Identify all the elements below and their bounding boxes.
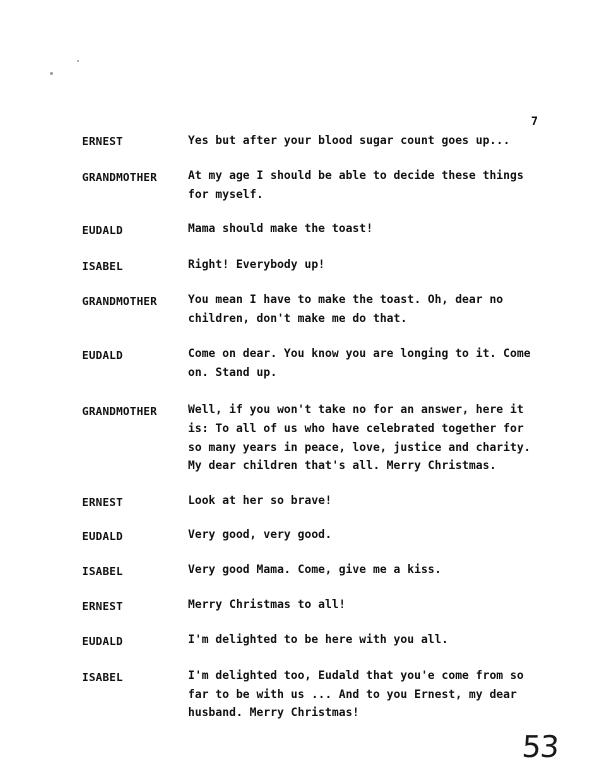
- dialogue-line: far to be with us ... And to you Ernest, my dear: [188, 688, 517, 701]
- dialogue-line: so many years in peace, love, justice and charity.: [188, 441, 531, 454]
- dialogue-line: children, don't make me do that.: [188, 312, 408, 325]
- speaker-name: ISABEL: [82, 671, 123, 684]
- paper-speck: [77, 60, 79, 62]
- dialogue-line: Very good, very good.: [188, 528, 332, 541]
- speaker-name: GRANDMOTHER: [82, 171, 158, 184]
- page-number: 7: [531, 114, 538, 128]
- dialogue-line: husband. Merry Christmas!: [188, 706, 360, 719]
- dialogue-line: Well, if you won't take no for an answer, here it: [188, 403, 524, 416]
- dialogue-line: Yes but after your blood sugar count goes up...: [188, 134, 511, 147]
- dialogue-line: At my age I should be able to decide these things: [188, 169, 524, 182]
- dialogue-line: I'm delighted too, Eudald that you'e come from so: [188, 669, 524, 682]
- speaker-name: ISABEL: [82, 565, 123, 578]
- paper-speck: [50, 72, 53, 75]
- dialogue-line: I'm delighted to be here with you all.: [188, 633, 449, 646]
- dialogue-line: for myself.: [188, 188, 264, 201]
- speaker-name: ERNEST: [82, 600, 123, 613]
- dialogue-line: Very good Mama. Come, give me a kiss.: [188, 563, 442, 576]
- dialogue-line: is: To all of us who have celebrated together for: [188, 422, 524, 435]
- speaker-name: EUDALD: [82, 635, 123, 648]
- speaker-name: EUDALD: [82, 530, 123, 543]
- speaker-name: GRANDMOTHER: [82, 295, 158, 308]
- speaker-name: ERNEST: [82, 135, 123, 148]
- speaker-name: ISABEL: [82, 260, 123, 273]
- dialogue-line: Look at her so brave!: [188, 494, 332, 507]
- dialogue-line: Merry Christmas to all!: [188, 598, 346, 611]
- dialogue-line: Come on dear. You know you are longing to it. Come: [188, 347, 531, 360]
- handwritten-page-number: 53: [520, 730, 560, 765]
- speaker-name: EUDALD: [82, 349, 123, 362]
- speaker-name: ERNEST: [82, 496, 123, 509]
- speaker-name: EUDALD: [82, 224, 123, 237]
- dialogue-line: Right! Everybody up!: [188, 258, 326, 271]
- dialogue-line: My dear children that's all. Merry Christmas.: [188, 459, 497, 472]
- speaker-name: GRANDMOTHER: [82, 405, 158, 418]
- dialogue-line: Mama should make the toast!: [188, 222, 373, 235]
- dialogue-line: on. Stand up.: [188, 366, 278, 379]
- dialogue-line: You mean I have to make the toast. Oh, dear no: [188, 293, 504, 306]
